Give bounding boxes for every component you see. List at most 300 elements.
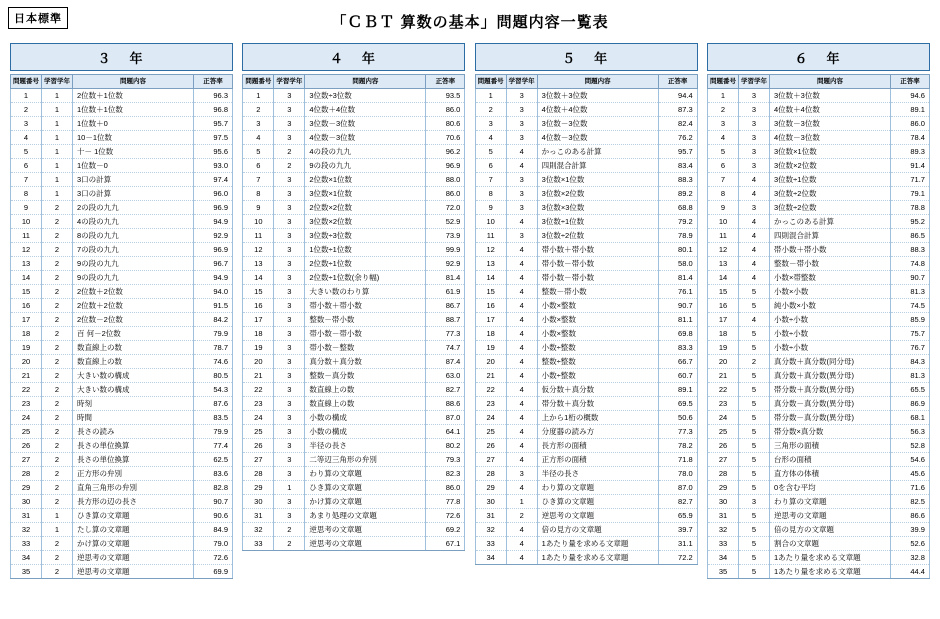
table-row xyxy=(243,271,465,285)
cell-description: 帯小数－帯小数 xyxy=(305,327,426,341)
cell-description: 長方形の辺の長さ xyxy=(73,495,194,509)
cell-description: 三角形の面積 xyxy=(769,439,890,453)
cell-problem-no: 28 xyxy=(707,467,738,481)
table-row xyxy=(475,285,697,299)
cell-description: 時間 xyxy=(73,411,194,425)
cell-grade: 1 xyxy=(42,145,73,159)
cell-problem-no: 33 xyxy=(11,537,42,551)
cell-problem-no: 8 xyxy=(475,187,506,201)
cell-description: 3位数×1位数 xyxy=(769,145,890,159)
cell-grade: 3 xyxy=(738,159,769,173)
cell-problem-no: 23 xyxy=(11,397,42,411)
table-row xyxy=(11,523,233,537)
cell-correct-rate: 72.6 xyxy=(194,551,233,565)
cell-problem-no: 18 xyxy=(475,327,506,341)
cell-problem-no: 2 xyxy=(243,103,274,117)
cell-correct-rate: 58.0 xyxy=(658,257,697,271)
cell-description: 2位数＋2位数 xyxy=(73,299,194,313)
cell-description: 直角三角形の弁別 xyxy=(73,481,194,495)
cell-problem-no: 17 xyxy=(243,313,274,327)
grade-columns xyxy=(8,43,932,579)
cell-correct-rate: 86.7 xyxy=(426,299,465,313)
cell-problem-no: 19 xyxy=(475,341,506,355)
table-row xyxy=(243,145,465,159)
cell-grade: 4 xyxy=(738,257,769,271)
cell-problem-no: 19 xyxy=(11,341,42,355)
cell-description: 3口の計算 xyxy=(73,173,194,187)
cell-correct-rate: 78.7 xyxy=(194,341,233,355)
cell-problem-no: 22 xyxy=(475,383,506,397)
cell-grade: 3 xyxy=(274,327,305,341)
cell-problem-no: 11 xyxy=(11,229,42,243)
cell-description: 7の段の九九 xyxy=(73,243,194,257)
table-row xyxy=(475,369,697,383)
cell-correct-rate: 88.3 xyxy=(658,173,697,187)
cell-correct-rate: 82.7 xyxy=(658,495,697,509)
table-row xyxy=(11,467,233,481)
cell-grade: 3 xyxy=(274,439,305,453)
grade-column-3 xyxy=(10,43,233,579)
cell-description: 逆思考の文章題 xyxy=(305,537,426,551)
cell-correct-rate: 96.9 xyxy=(194,243,233,257)
cell-grade: 3 xyxy=(738,89,769,103)
cell-grade: 1 xyxy=(274,481,305,495)
cell-description: かけ算の文章題 xyxy=(73,537,194,551)
cell-description: 3位数×1位数 xyxy=(305,187,426,201)
cell-description: 3位数÷2位数 xyxy=(769,187,890,201)
cell-correct-rate: 94.9 xyxy=(194,215,233,229)
cell-description: 1あたり量を求める文章題 xyxy=(769,551,890,565)
cell-description: 帯分数＋真分数 xyxy=(537,397,658,411)
grade-table-6 xyxy=(707,74,930,579)
cell-grade: 4 xyxy=(506,453,537,467)
table-row xyxy=(11,313,233,327)
cell-problem-no: 18 xyxy=(243,327,274,341)
header-desc: 問題内容 xyxy=(305,75,426,89)
cell-grade: 2 xyxy=(42,243,73,257)
cell-grade: 2 xyxy=(42,215,73,229)
cell-grade: 3 xyxy=(506,201,537,215)
cell-description: 二等辺三角形の弁別 xyxy=(305,453,426,467)
cell-correct-rate: 94.4 xyxy=(658,89,697,103)
cell-problem-no: 33 xyxy=(475,537,506,551)
cell-problem-no: 14 xyxy=(707,271,738,285)
cell-correct-rate: 83.3 xyxy=(658,341,697,355)
table-row xyxy=(707,355,929,369)
cell-problem-no: 17 xyxy=(11,313,42,327)
table-header-row xyxy=(475,75,697,89)
cell-description: 帯分数＋真分数(異分母) xyxy=(769,383,890,397)
cell-description: 3位数÷2位数 xyxy=(769,201,890,215)
cell-correct-rate: 78.4 xyxy=(890,131,929,145)
cell-correct-rate: 79.2 xyxy=(658,215,697,229)
cell-problem-no: 13 xyxy=(475,257,506,271)
cell-description: 整数÷整数 xyxy=(537,355,658,369)
cell-problem-no: 33 xyxy=(707,537,738,551)
cell-description: 小数÷整数 xyxy=(537,341,658,355)
cell-problem-no: 5 xyxy=(707,145,738,159)
cell-problem-no: 17 xyxy=(475,313,506,327)
cell-problem-no: 16 xyxy=(707,299,738,313)
cell-correct-rate: 80.6 xyxy=(426,117,465,131)
table-row xyxy=(11,159,233,173)
table-row xyxy=(707,523,929,537)
cell-description: 1位数÷1位数 xyxy=(305,243,426,257)
cell-description: 3口の計算 xyxy=(73,187,194,201)
table-row xyxy=(475,481,697,495)
table-row xyxy=(475,327,697,341)
cell-problem-no: 6 xyxy=(707,159,738,173)
cell-grade: 3 xyxy=(274,341,305,355)
table-row xyxy=(475,187,697,201)
cell-problem-no: 3 xyxy=(243,117,274,131)
cell-correct-rate: 78.9 xyxy=(658,229,697,243)
cell-problem-no: 10 xyxy=(475,215,506,229)
cell-problem-no: 3 xyxy=(11,117,42,131)
cell-grade: 5 xyxy=(738,425,769,439)
table-row xyxy=(475,341,697,355)
cell-problem-no: 35 xyxy=(11,565,42,579)
cell-description: 逆思考の文章題 xyxy=(305,523,426,537)
cell-description: 長さの読み xyxy=(73,425,194,439)
cell-description: 長方形の面積 xyxy=(537,439,658,453)
table-row xyxy=(475,425,697,439)
table-row xyxy=(243,369,465,383)
cell-description: 数直線上の数 xyxy=(73,341,194,355)
grade-heading: ４ 年 xyxy=(242,43,465,71)
cell-correct-rate: 76.7 xyxy=(890,341,929,355)
cell-description: 仮分数＋真分数 xyxy=(537,383,658,397)
table-row xyxy=(707,383,929,397)
table-row xyxy=(243,201,465,215)
cell-problem-no: 9 xyxy=(11,201,42,215)
cell-correct-rate: 44.4 xyxy=(890,565,929,579)
cell-correct-rate: 76.2 xyxy=(658,131,697,145)
table-row xyxy=(11,369,233,383)
cell-grade: 2 xyxy=(42,481,73,495)
table-row xyxy=(243,495,465,509)
cell-grade: 2 xyxy=(42,369,73,383)
cell-correct-rate: 88.6 xyxy=(426,397,465,411)
cell-correct-rate: 84.2 xyxy=(194,313,233,327)
table-row xyxy=(707,565,929,579)
cell-grade: 3 xyxy=(274,215,305,229)
cell-description: 倍の見方の文章題 xyxy=(537,523,658,537)
cell-problem-no: 30 xyxy=(243,495,274,509)
cell-description: 3位数×3位数 xyxy=(537,201,658,215)
cell-problem-no: 8 xyxy=(707,187,738,201)
cell-correct-rate: 65.5 xyxy=(890,383,929,397)
cell-description: 3位数＋3位数 xyxy=(537,89,658,103)
cell-correct-rate: 86.0 xyxy=(426,103,465,117)
cell-description: 小数÷小数 xyxy=(769,341,890,355)
cell-problem-no: 13 xyxy=(243,257,274,271)
table-row xyxy=(475,229,697,243)
cell-description: 小数の構成 xyxy=(305,425,426,439)
cell-problem-no: 22 xyxy=(11,383,42,397)
header-grade: 学習学年 xyxy=(506,75,537,89)
cell-description: かっこのある計算 xyxy=(537,145,658,159)
cell-grade: 5 xyxy=(738,397,769,411)
cell-grade: 2 xyxy=(42,439,73,453)
cell-grade: 3 xyxy=(506,467,537,481)
grade-column-5 xyxy=(475,43,698,579)
table-header-row xyxy=(11,75,233,89)
cell-description: 3位数÷3位数 xyxy=(305,229,426,243)
cell-problem-no: 5 xyxy=(243,145,274,159)
table-row xyxy=(243,173,465,187)
cell-description: 長さの単位換算 xyxy=(73,439,194,453)
cell-problem-no: 2 xyxy=(11,103,42,117)
cell-correct-rate: 54.3 xyxy=(194,383,233,397)
table-row xyxy=(707,271,929,285)
cell-correct-rate: 81.3 xyxy=(890,285,929,299)
cell-problem-no: 26 xyxy=(243,439,274,453)
cell-grade: 4 xyxy=(738,229,769,243)
cell-grade: 3 xyxy=(274,509,305,523)
cell-problem-no: 23 xyxy=(707,397,738,411)
cell-grade: 1 xyxy=(42,523,73,537)
cell-problem-no: 19 xyxy=(243,341,274,355)
cell-problem-no: 11 xyxy=(475,229,506,243)
cell-correct-rate: 39.9 xyxy=(890,523,929,537)
cell-problem-no: 16 xyxy=(11,299,42,313)
cell-problem-no: 30 xyxy=(11,495,42,509)
cell-description: 百 何－2位数 xyxy=(73,327,194,341)
cell-description: わり算の文章題 xyxy=(537,481,658,495)
cell-description: 2の段の九九 xyxy=(73,201,194,215)
cell-problem-no: 12 xyxy=(707,243,738,257)
cell-correct-rate: 89.1 xyxy=(890,103,929,117)
cell-correct-rate: 68.1 xyxy=(890,411,929,425)
cell-correct-rate: 87.3 xyxy=(658,103,697,117)
cell-correct-rate: 69.2 xyxy=(426,523,465,537)
cell-grade: 2 xyxy=(274,159,305,173)
table-row xyxy=(243,397,465,411)
table-row xyxy=(707,369,929,383)
cell-description: 9の段の九九 xyxy=(73,271,194,285)
grade-table-4 xyxy=(242,74,465,551)
cell-correct-rate: 90.6 xyxy=(194,509,233,523)
cell-description: 小数×整数 xyxy=(537,299,658,313)
cell-grade: 4 xyxy=(506,439,537,453)
cell-correct-rate: 83.4 xyxy=(658,159,697,173)
cell-problem-no: 27 xyxy=(707,453,738,467)
grade-heading: ５ 年 xyxy=(475,43,698,71)
table-row xyxy=(707,117,929,131)
cell-correct-rate: 85.9 xyxy=(890,313,929,327)
table-row xyxy=(243,481,465,495)
cell-correct-rate: 92.9 xyxy=(426,257,465,271)
cell-problem-no: 22 xyxy=(707,383,738,397)
cell-grade: 5 xyxy=(738,327,769,341)
cell-description: 小数×小数 xyxy=(769,285,890,299)
cell-grade: 3 xyxy=(274,89,305,103)
cell-description: 整数－帯小数 xyxy=(769,257,890,271)
cell-problem-no: 29 xyxy=(707,481,738,495)
cell-correct-rate: 80.1 xyxy=(658,243,697,257)
cell-correct-rate: 86.5 xyxy=(890,229,929,243)
table-row xyxy=(11,299,233,313)
cell-grade: 3 xyxy=(274,131,305,145)
table-row xyxy=(243,411,465,425)
cell-correct-rate: 78.0 xyxy=(658,467,697,481)
cell-grade: 4 xyxy=(738,313,769,327)
cell-grade: 5 xyxy=(738,369,769,383)
cell-grade: 2 xyxy=(42,257,73,271)
cell-grade: 2 xyxy=(42,271,73,285)
table-row xyxy=(243,509,465,523)
cell-problem-no: 4 xyxy=(243,131,274,145)
cell-correct-rate: 96.3 xyxy=(194,89,233,103)
cell-correct-rate: 77.8 xyxy=(426,495,465,509)
cell-description: 帯分数×真分数 xyxy=(769,425,890,439)
cell-problem-no: 14 xyxy=(243,271,274,285)
cell-description: 3位数－3位数 xyxy=(769,117,890,131)
cell-correct-rate: 86.0 xyxy=(426,187,465,201)
cell-problem-no: 28 xyxy=(475,467,506,481)
cell-grade: 3 xyxy=(506,229,537,243)
cell-grade: 2 xyxy=(42,327,73,341)
cell-description: 1あたり量を求める文章題 xyxy=(537,551,658,565)
cell-grade: 5 xyxy=(738,523,769,537)
cell-grade: 4 xyxy=(506,523,537,537)
cell-problem-no: 31 xyxy=(707,509,738,523)
cell-description: 帯小数－帯小数 xyxy=(537,257,658,271)
cell-grade: 5 xyxy=(738,439,769,453)
cell-description: 倍の見方の文章題 xyxy=(769,523,890,537)
cell-problem-no: 21 xyxy=(475,369,506,383)
table-row xyxy=(243,229,465,243)
cell-grade: 2 xyxy=(42,467,73,481)
cell-problem-no: 20 xyxy=(11,355,42,369)
cell-grade: 2 xyxy=(42,537,73,551)
table-row xyxy=(475,537,697,551)
table-row xyxy=(11,117,233,131)
cell-correct-rate: 96.7 xyxy=(194,257,233,271)
table-row xyxy=(707,159,929,173)
table-row xyxy=(475,397,697,411)
cell-description: 2位数＋1位数 xyxy=(73,89,194,103)
cell-correct-rate: 84.9 xyxy=(194,523,233,537)
cell-problem-no: 4 xyxy=(475,131,506,145)
cell-correct-rate: 82.3 xyxy=(426,467,465,481)
cell-correct-rate: 69.8 xyxy=(658,327,697,341)
table-row xyxy=(475,257,697,271)
header-desc: 問題内容 xyxy=(73,75,194,89)
cell-grade: 1 xyxy=(42,159,73,173)
cell-correct-rate: 92.9 xyxy=(194,229,233,243)
cell-problem-no: 7 xyxy=(707,173,738,187)
cell-correct-rate: 86.0 xyxy=(426,481,465,495)
cell-grade: 3 xyxy=(274,201,305,215)
cell-problem-no: 16 xyxy=(243,299,274,313)
cell-problem-no: 13 xyxy=(11,257,42,271)
cell-problem-no: 12 xyxy=(243,243,274,257)
cell-description: 逆思考の文章題 xyxy=(537,509,658,523)
cell-correct-rate: 96.8 xyxy=(194,103,233,117)
table-row xyxy=(11,173,233,187)
cell-problem-no: 30 xyxy=(707,495,738,509)
cell-grade: 3 xyxy=(738,131,769,145)
table-row xyxy=(475,145,697,159)
cell-problem-no: 4 xyxy=(707,131,738,145)
table-row xyxy=(475,271,697,285)
cell-correct-rate: 50.6 xyxy=(658,411,697,425)
table-row xyxy=(707,439,929,453)
cell-grade: 5 xyxy=(738,467,769,481)
cell-correct-rate: 86.6 xyxy=(890,509,929,523)
cell-correct-rate: 60.7 xyxy=(658,369,697,383)
cell-description: 9の段の九九 xyxy=(305,159,426,173)
table-row xyxy=(707,509,929,523)
table-row xyxy=(707,425,929,439)
cell-problem-no: 2 xyxy=(707,103,738,117)
cell-grade: 4 xyxy=(506,383,537,397)
cell-description: 小数×整数 xyxy=(537,327,658,341)
cell-grade: 5 xyxy=(738,481,769,495)
cell-correct-rate: 96.2 xyxy=(426,145,465,159)
table-row xyxy=(11,285,233,299)
cell-problem-no: 21 xyxy=(243,369,274,383)
cell-description: 正方形の面積 xyxy=(537,453,658,467)
cell-problem-no: 8 xyxy=(11,187,42,201)
header-grade: 学習学年 xyxy=(274,75,305,89)
cell-problem-no: 7 xyxy=(243,173,274,187)
cell-correct-rate: 88.0 xyxy=(426,173,465,187)
cell-correct-rate: 67.1 xyxy=(426,537,465,551)
cell-grade: 3 xyxy=(274,173,305,187)
cell-grade: 1 xyxy=(42,117,73,131)
cell-description: 1あたり量を求める文章題 xyxy=(769,565,890,579)
cell-grade: 4 xyxy=(506,355,537,369)
cell-description: 台形の面積 xyxy=(769,453,890,467)
cell-description: ひき算の文章題 xyxy=(73,509,194,523)
cell-correct-rate: 72.6 xyxy=(426,509,465,523)
cell-description: 十－ 1位数 xyxy=(73,145,194,159)
cell-grade: 4 xyxy=(506,341,537,355)
cell-problem-no: 3 xyxy=(475,117,506,131)
cell-problem-no: 20 xyxy=(707,355,738,369)
cell-grade: 2 xyxy=(42,383,73,397)
cell-description: 逆思考の文章題 xyxy=(73,565,194,579)
cell-correct-rate: 90.7 xyxy=(658,299,697,313)
cell-correct-rate: 54.6 xyxy=(890,453,929,467)
cell-description: 1位数＋1位数 xyxy=(73,103,194,117)
cell-grade: 2 xyxy=(42,285,73,299)
cell-problem-no: 26 xyxy=(475,439,506,453)
cell-problem-no: 9 xyxy=(475,201,506,215)
cell-problem-no: 19 xyxy=(707,341,738,355)
cell-grade: 2 xyxy=(42,201,73,215)
table-row xyxy=(243,313,465,327)
cell-description: 帯小数－帯小数 xyxy=(537,271,658,285)
cell-description: 逆思考の文章題 xyxy=(769,509,890,523)
cell-correct-rate: 66.7 xyxy=(658,355,697,369)
cell-correct-rate: 32.8 xyxy=(890,551,929,565)
cell-grade: 3 xyxy=(274,299,305,313)
cell-description: 4位数＋4位数 xyxy=(769,103,890,117)
cell-problem-no: 10 xyxy=(707,215,738,229)
cell-problem-no: 33 xyxy=(243,537,274,551)
cell-correct-rate: 65.9 xyxy=(658,509,697,523)
cell-problem-no: 15 xyxy=(707,285,738,299)
cell-description: 10－1位数 xyxy=(73,131,194,145)
cell-problem-no: 1 xyxy=(11,89,42,103)
cell-correct-rate: 64.1 xyxy=(426,425,465,439)
cell-problem-no: 31 xyxy=(11,509,42,523)
cell-correct-rate: 87.6 xyxy=(194,397,233,411)
